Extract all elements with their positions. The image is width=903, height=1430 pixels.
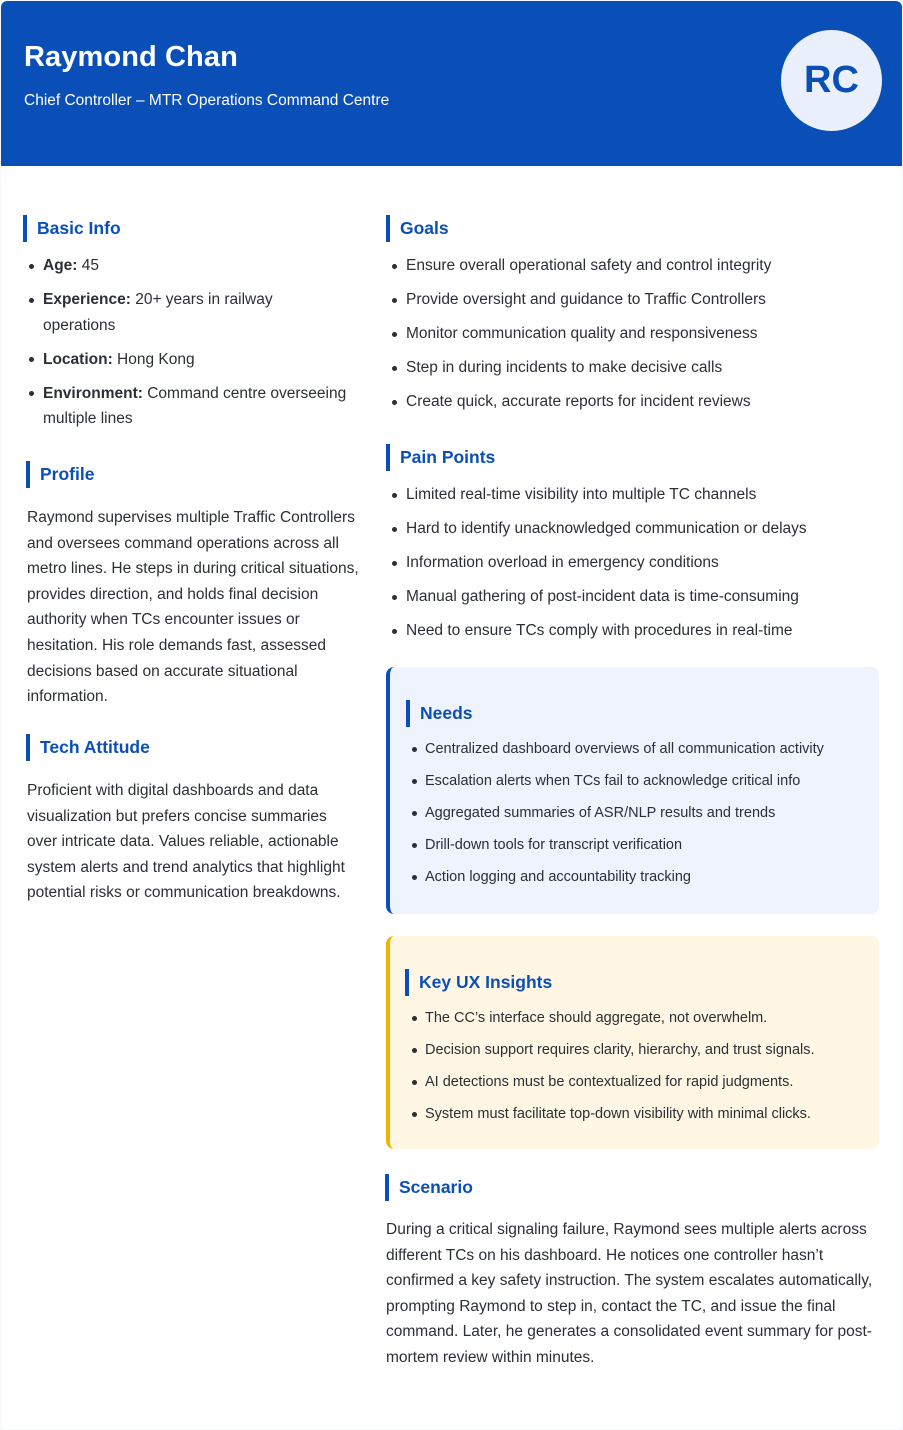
profile-text: Raymond supervises multiple Traffic Controllers and oversees command operations across all metro lines. He steps in during critical situations, provides direction, and holds final decision authority when TCs encounter issues or hesitation. His role demands fast, assessed decisions based on accurate situational information.	[27, 509, 359, 706]
avatar: RC	[781, 30, 882, 131]
list-item: Need to ensure TCs comply with procedures in real-time	[390, 618, 880, 644]
insights-heading: Key UX Insights	[405, 969, 552, 996]
basic-info-value: 45	[77, 257, 100, 274]
list-item: Action logging and accountability tracking	[411, 866, 871, 888]
list-item: AI detections must be contextualized for rapid judgments.	[411, 1071, 871, 1093]
list-item: Create quick, accurate reports for incident reviews	[390, 389, 880, 415]
profile-heading: Profile	[26, 461, 94, 488]
list-item	[27, 253, 347, 279]
tech-attitude-text: Proficient with digital dashboards and data visualization but prefers concise summaries over intricate data. Values reliable, actionable system alerts and trend analytics that highlight potential risks or communication breakdowns.	[27, 782, 345, 902]
list-item	[27, 381, 347, 432]
basic-info-value: 20+ years in railway operations	[43, 291, 273, 334]
basic-info-value: Hong Kong	[112, 350, 195, 368]
list-item: Monitor communication quality and responsiveness	[390, 321, 880, 347]
basic-info-value: Command centre overseeing multiple lines	[43, 384, 347, 427]
pain-points-list	[390, 482, 880, 652]
list-item: Ensure overall operational safety and control integrity	[390, 253, 880, 279]
goals-list	[390, 253, 880, 423]
pain-points-heading: Pain Points	[386, 444, 495, 471]
needs-list	[411, 738, 871, 898]
list-item: The CC’s interface should aggregate, not overwhelm.	[411, 1007, 871, 1029]
insights-list	[411, 1007, 871, 1135]
basic-info-list	[27, 253, 347, 440]
persona-card	[1, 1, 902, 1429]
list-item: System must facilitate top-down visibility with minimal clicks.	[411, 1103, 871, 1125]
tech-attitude-heading: Tech Attitude	[26, 734, 150, 761]
list-item: Provide oversight and guidance to Traffic Controllers	[390, 287, 880, 313]
list-item: Information overload in emergency conditions	[390, 550, 880, 576]
list-item: Decision support requires clarity, hierarchy, and trust signals.	[411, 1039, 871, 1061]
list-item: Manual gathering of post-incident data is time-consuming	[390, 584, 880, 610]
list-item: Step in during incidents to make decisive calls	[390, 355, 880, 381]
list-item: Limited real-time visibility into multiple TC channels	[390, 482, 880, 508]
list-item	[27, 347, 347, 373]
list-item: Drill-down tools for transcript verification	[411, 834, 871, 856]
list-item: Aggregated summaries of ASR/NLP results and trends	[411, 802, 871, 824]
persona-name: Raymond Chan	[24, 41, 238, 73]
list-item: Escalation alerts when TCs fail to acknowledge critical info	[411, 770, 871, 792]
list-item	[27, 287, 347, 338]
basic-info-heading: Basic Info	[23, 215, 121, 242]
scenario-heading: Scenario	[385, 1174, 473, 1201]
persona-role: Chief Controller – MTR Operations Command Centre	[24, 92, 390, 109]
list-item: Centralized dashboard overviews of all communication activity	[411, 738, 871, 760]
basic-info-label: Location:	[43, 350, 113, 368]
scenario-text: During a critical signaling failure, Raymond sees multiple alerts across different TCs on his dashboard. He notices one controller hasn’t confirmed a key safety instruction. The system escalates automatically, prompting Raymond to step in, contact the TC, and issue the final command. Later, he generates a consolidated event summary for post-mortem review within minutes.	[386, 1221, 873, 1366]
basic-info-label: Experience:	[43, 291, 131, 308]
persona-header	[1, 1, 902, 166]
list-item: Hard to identify unacknowledged communication or delays	[390, 516, 880, 542]
needs-heading: Needs	[406, 700, 473, 727]
goals-heading: Goals	[386, 215, 449, 242]
basic-info-label: Age:	[43, 257, 78, 274]
basic-info-label: Environment:	[43, 384, 143, 402]
